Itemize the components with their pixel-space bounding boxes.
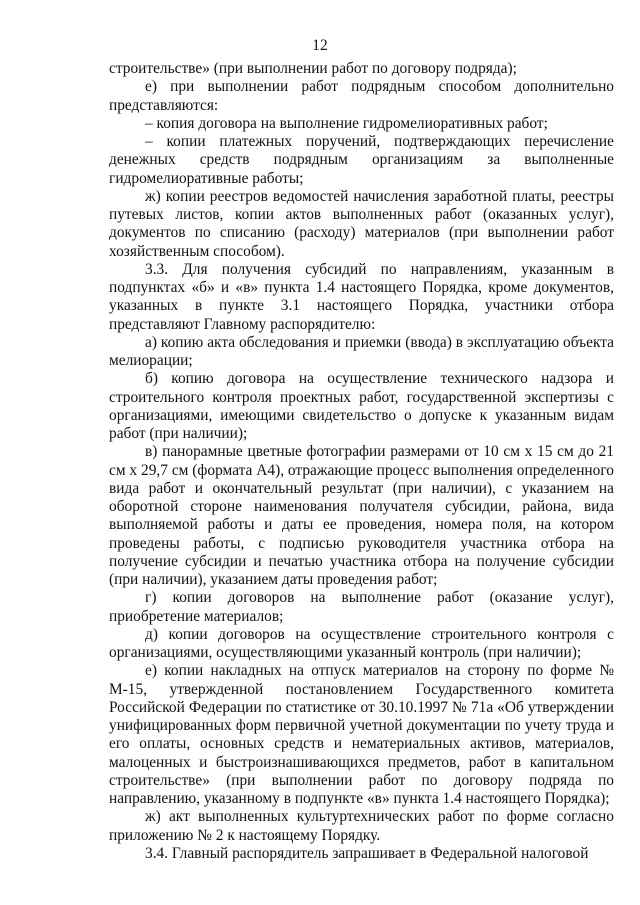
paragraph: 3.4. Главный распорядитель запрашивает в Федеральной налоговой (145, 844, 589, 862)
paragraph: е) при выполнении работ подрядным способом дополнительно представляются: (109, 78, 614, 114)
paragraph: – копии платежных поручений, подтверждающих перечисление денежных средств подрядным организациям за выполненные гидромелиоративные работы; (109, 133, 614, 187)
paragraph: д) копии договоров на осуществление строительного контроля с организациями, осуществляющими указанный контроль (при наличии); (109, 625, 614, 661)
paragraph: 3.3. Для получения субсидий по направлениям, указанным в подпунктах «б» и «в» пункта 1.4 настоящего Порядка, кроме документов, указанных в пункте 3.1 настоящего Порядка, участники отбора представляют Главному распорядителю: (109, 260, 614, 333)
paragraph: а) копию акта обследования и приемки (ввода) в эксплуатацию объекта мелиорации; (109, 333, 614, 369)
document-body (109, 60, 614, 863)
paragraph: г) копии договоров на выполнение работ (оказание услуг), приобретение материалов; (109, 589, 614, 625)
paragraph: ж) акт выполненных культуртехнических работ по форме согласно приложению № 2 к настоящему Порядку. (109, 808, 614, 844)
paragraph: ж) копии реестров ведомостей начисления заработной платы, реестры путевых листов, копии актов выполненных работ (оказанных услуг), документов по списанию (расходу) материалов (при выполнении работ хозяйственным способом). (109, 187, 614, 260)
paragraph: в) панорамные цветные фотографии размерами от 10 см х 15 см до 21 см х 29,7 см (формата А4), отражающие процесс выполнения определенного вида работ и окончательный результат (при наличии), с указанием на оборотной стороне наименования получателя субсидии, района, вида выполняемой работы и даты ее проведения, номера поля, на котором проведены работы, с подписью руководителя участника отбора на получение субсидии и печатью участника отбора на получение субсидии (при наличии), указанием даты проведения работ; (109, 443, 614, 588)
paragraph: б) копию договора на осуществление технического надзора и строительного контроля проектных работ, государственной экспертизы с организациями, имеющими свидетельство о допуске к указанным видам работ (при наличии); (109, 370, 614, 442)
paragraph: строительстве» (при выполнении работ по договору подряда); (109, 60, 517, 77)
page-number: 12 (312, 37, 328, 54)
paragraph: – копия договора на выполнение гидромелиоративных работ; (145, 114, 548, 132)
paragraph: е) копии накладных на отпуск материалов на сторону по форме № М-15, утвержденной постановлением Государственного комитета Российской Федерации по статистике от 30.10.1997 № 71а «Об утверждении унифицированных форм первичной учетной документации по учету труда и его оплаты, основных средств и нематериальных активов, материалов, малоценных и быстроизнашивающихся предметов, работ в капитальном строительстве» (при выполнении работ по договору подряда по направлению, указанному в подпункте «в» пункта 1.4 настоящего Порядка); (109, 662, 614, 807)
